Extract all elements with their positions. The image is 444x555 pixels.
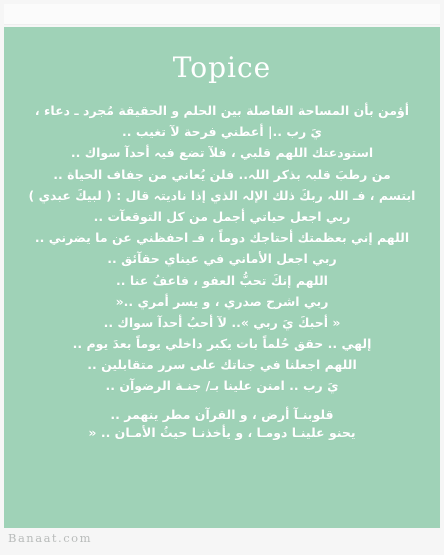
quote-line: يَ رب ..| أعطني فرحة لآ تغيب .. [122, 124, 322, 140]
quote-line: اللهم إني بعظمتك أحتاجك دوماً ، فـ احفظني عن ما يضرني .. [34, 230, 410, 246]
quote-line: اللهم اجعلنا في جناتك على سرر متقابلين .. [87, 357, 357, 373]
quote-line: ربي اجعل حياتي أجمل من كل التوقعآت .. [93, 208, 351, 224]
quote-card [4, 27, 440, 528]
quote-line: يَ رب .. امنن علينا بـ/ جنـة الرضوآن .. [105, 378, 339, 394]
quote-line: أؤمن بأن المساحة الفاصلة بين الحلم و الحقيقة مُجرد ـ دعاء ، [34, 103, 410, 118]
top-bar [4, 4, 440, 25]
closing-line: يحنو علينـا دومـا ، و يأخذنـا حيثُ الأمـان .. « [88, 424, 356, 440]
quote-line: إلهي .. حقق حُلماً بات يكبر داخلي يوماً بعدَ يوم .. [72, 336, 372, 352]
site-watermark: Banaat.com [8, 531, 92, 545]
closing-line: قلوبنـآ أرض ، و القرآن مطر ينهمر .. [110, 406, 334, 422]
quote-line: ربي اجعل الأماني في عيناي حقآئق .. [107, 251, 337, 267]
card-title: Topice [172, 51, 272, 84]
quote-line: استودعتك اللهم قلبي ، فلآ تضع فيہ أحدآ سواك .. [70, 145, 374, 161]
quote-lines [4, 100, 440, 442]
quote-line: اللهم إنكَ تحبُّ العفو ، فاعفُ عنا .. [116, 272, 328, 288]
quote-line: « أحبكَ يَ ربي ».. لآ أحبُ أحدآ سواك .. [103, 314, 341, 330]
quote-line: من رطبَ قلبہ بذكر اللہ.. فلن يُعاني من جفاف الحياة .. [53, 166, 391, 182]
quote-line: ربي اشرح صدري ، و يسر أمري ..« [115, 293, 329, 309]
quote-line: ابتسم ، فـ اللہ ربكَ ذلك الإلہ الذي إذا ناديتہ قال : ( لبيكَ عبدي ) [28, 187, 416, 203]
